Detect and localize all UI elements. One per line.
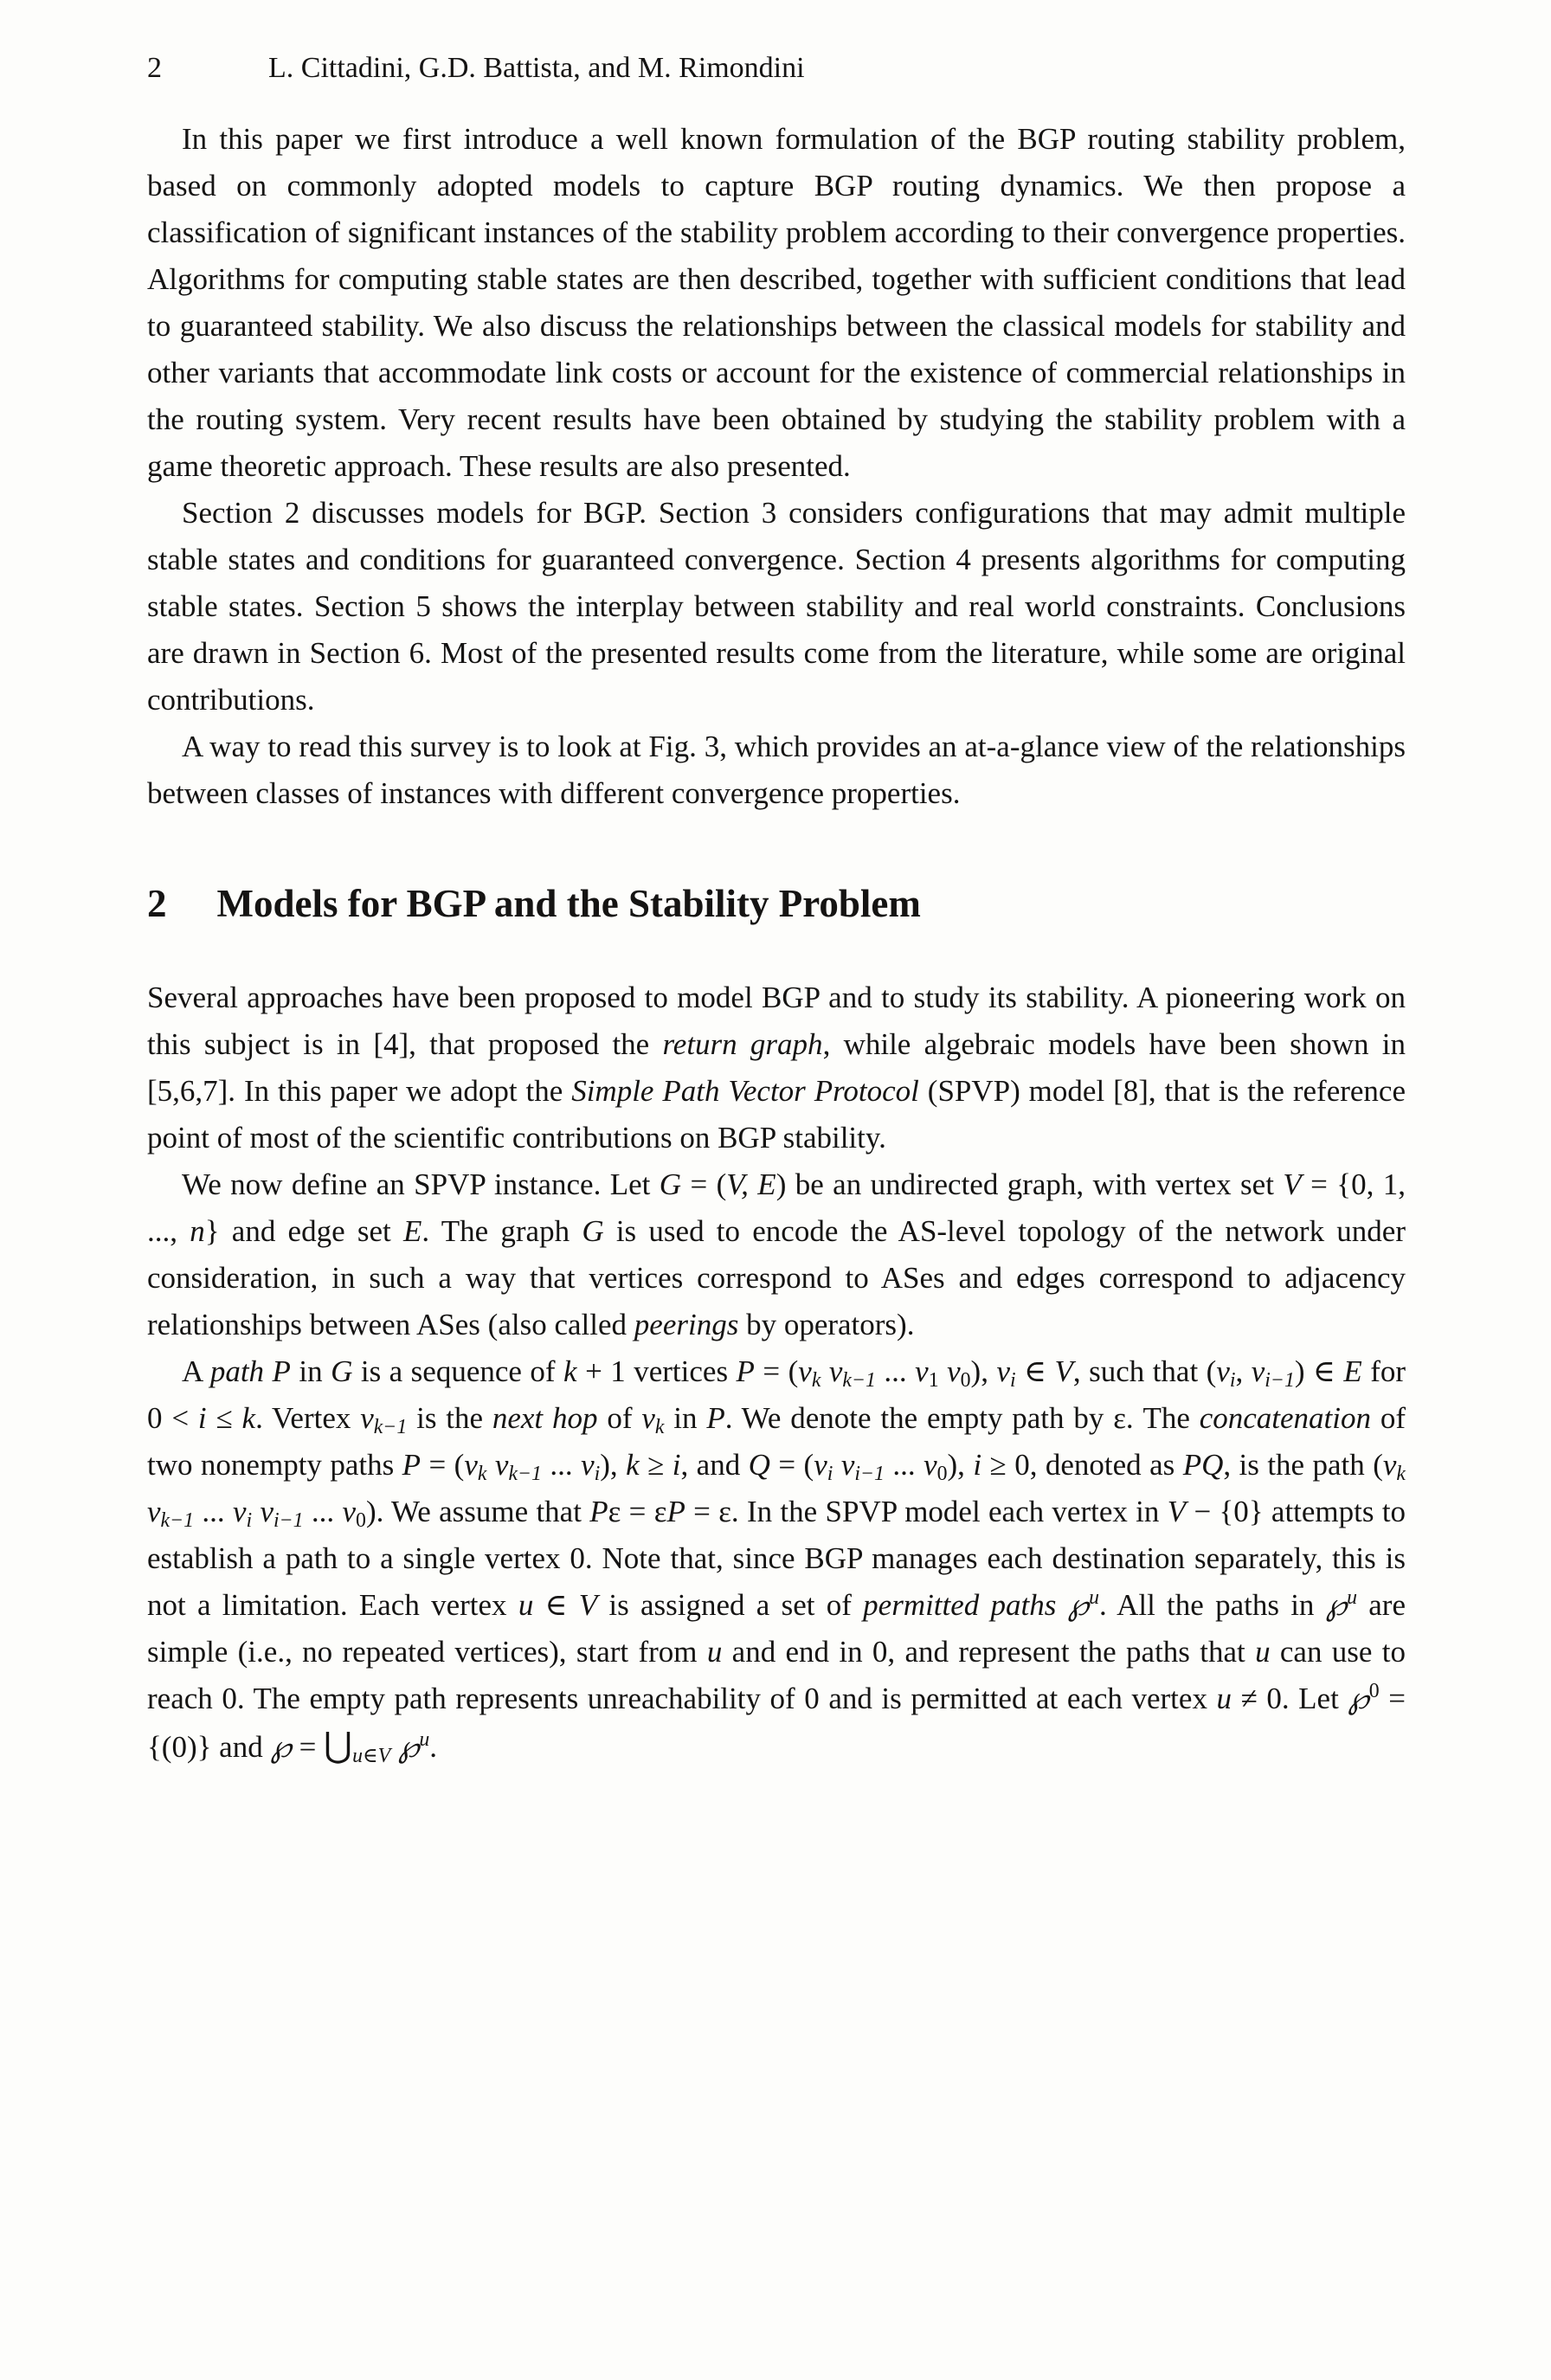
running-head-authors: L. Cittadini, G.D. Battista, and M. Rimondini (268, 52, 805, 84)
paragraph-intro-2: Section 2 discusses models for BGP. Section 3 considers configurations that may admit multiple stable states and conditions for guaranteed convergence. Section 4 presents algorithms for computing stable states. Section 5 shows the interplay between stability and real world constraints. Conclusions are drawn in Section 6. Most of the presented results come from the literature, while some are original contributions. (147, 496, 1406, 717)
paragraph-section2-3: A path P in G is a sequence of k + 1 vertices $P = (v_k$ $v_{k-1}$ ... $v_1$ $v_0$), $v_i$ ∈ V, such that ($v_i$, $v_{i-1}$) ∈ E for 0 < i ≤ k. Vertex $v_{k-1}$ is the next hop of $v_k$ in P. We denote the empty path by ε. The concatenation of two nonempty paths $P = (v_k$ $v_{k-1}$ ... $v_i$), k ≥ i, and $Q = (v_i$ $v_{i-1}$ ... $v_0$), i ≥ 0, denoted as PQ, is the path ($v_k$ $v_{k-1}$ ... $v_i$ $v_{i-1}$ ... $v_0$). We assume that Pε = εP = ε. In the SPVP model each vertex in V − {0} attempts to establish a path to a single vertex 0. Note that, since BGP manages each destination separately, this is not a limitation. Each vertex u ∈ V is assigned a set of permitted paths ℘$^u$. All the paths in ℘$^u$ are simple (i.e., no repeated vertices), start from u and end in 0, and represent the paths that u can use to reach 0. The empty path represents unreachability of 0 and is permitted at each vertex u ≠ 0. Let ℘$^0$ = {(0)} and ℘ = $⋃_{u\in V}$ ℘$^u$. (147, 1354, 1406, 1767)
paragraph-section2-1: Several approaches have been proposed to model BGP and to study its stability. A pioneering work on this subject is in [4], that proposed the return graph, while algebraic models have been shown in [5,6,7]. In this paper we adopt the Simple Path Vector Protocol (SPVP) model [8], that is the reference point of most of the scientific contributions on BGP stability. (147, 981, 1406, 1155)
paragraph-intro-3: A way to read this survey is to look at Fig. 3, which provides an at-a-glance view of the relationships between classes of instances with different convergence properties. (147, 730, 1406, 810)
paragraph-section2-2: We now define an SPVP instance. Let G = (V, E) be an undirected graph, with vertex set V = {0, 1, ..., n} and edge set E. The graph G is used to encode the AS-level topology of the network under consideration, in such a way that vertices correspond to ASes and edges correspond to adjacency relationships between ASes (also called peerings by operators). (147, 1167, 1406, 1341)
page-header (147, 50, 1406, 87)
section-heading (147, 881, 1406, 926)
page-number: 2 (147, 52, 162, 84)
section-number: 2 (147, 882, 167, 925)
section-title: Models for BGP and the Stability Problem (216, 882, 921, 925)
page-body (147, 116, 1406, 1771)
paragraph-intro-1: In this paper we first introduce a well known formulation of the BGP routing stability problem, based on commonly adopted models to capture BGP routing dynamics. We then propose a classification of significant instances of the stability problem according to their convergence properties. Algorithms for computing stable states are then described, together with sufficient conditions that lead to guaranteed stability. We also discuss the relationships between the classical models for stability and other variants that accommodate link costs or account for the existence of commercial relationships in the routing system. Very recent results have been obtained by studying the stability problem with a game theoretic approach. These results are also presented. (147, 122, 1406, 483)
